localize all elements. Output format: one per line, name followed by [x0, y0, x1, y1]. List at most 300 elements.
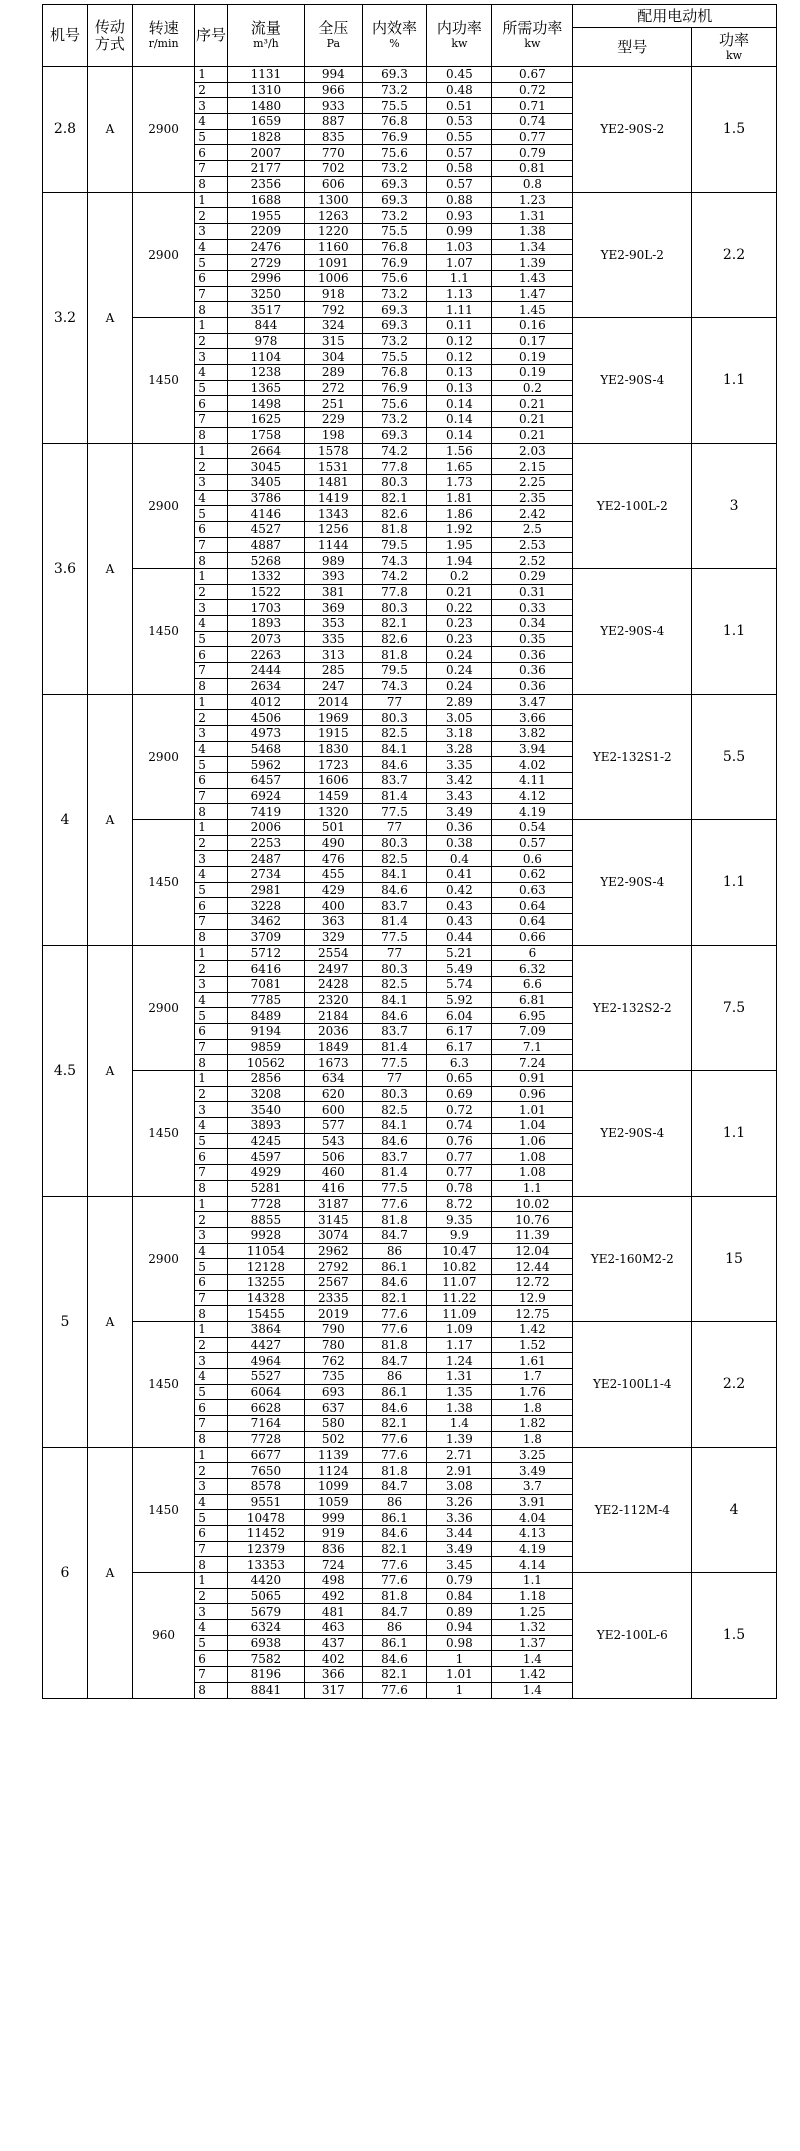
cell-efficiency: 83.7 [362, 1023, 427, 1039]
cell-pressure: 577 [305, 1118, 362, 1134]
cell-internal-power: 1.24 [427, 1353, 492, 1369]
cell-internal-power: 0.98 [427, 1635, 492, 1651]
cell-pressure: 393 [305, 569, 362, 585]
cell-pressure: 460 [305, 1165, 362, 1181]
cell-required-power: 3.91 [492, 1494, 573, 1510]
cell-flow: 2729 [227, 255, 304, 271]
cell-seq: 6 [195, 145, 227, 161]
cell-model: 4 [43, 694, 88, 945]
cell-seq: 4 [195, 239, 227, 255]
cell-flow: 6324 [227, 1620, 304, 1636]
cell-internal-power: 0.13 [427, 380, 492, 396]
cell-pressure: 366 [305, 1667, 362, 1683]
cell-flow: 3540 [227, 1102, 304, 1118]
cell-motor-model: YE2-100L-6 [573, 1573, 692, 1699]
cell-seq: 1 [195, 694, 227, 710]
cell-pressure: 502 [305, 1431, 362, 1447]
cell-internal-power: 0.76 [427, 1133, 492, 1149]
cell-efficiency: 74.3 [362, 553, 427, 569]
cell-required-power: 12.44 [492, 1259, 573, 1275]
cell-flow: 2177 [227, 161, 304, 177]
cell-internal-power: 0.94 [427, 1620, 492, 1636]
cell-model: 6 [43, 1447, 88, 1698]
cell-flow: 3893 [227, 1118, 304, 1134]
cell-internal-power: 0.77 [427, 1149, 492, 1165]
cell-required-power: 0.21 [492, 427, 573, 443]
cell-internal-power: 6.3 [427, 1055, 492, 1071]
cell-seq: 4 [195, 1243, 227, 1259]
cell-efficiency: 79.5 [362, 663, 427, 679]
cell-internal-power: 0.4 [427, 851, 492, 867]
cell-flow: 12379 [227, 1541, 304, 1557]
cell-required-power: 3.66 [492, 710, 573, 726]
cell-efficiency: 77 [362, 694, 427, 710]
cell-seq: 6 [195, 1149, 227, 1165]
cell-pressure: 637 [305, 1400, 362, 1416]
cell-required-power: 0.67 [492, 67, 573, 83]
cell-required-power: 1.45 [492, 302, 573, 318]
cell-required-power: 12.04 [492, 1243, 573, 1259]
cell-required-power: 6.32 [492, 961, 573, 977]
cell-efficiency: 81.8 [362, 1463, 427, 1479]
cell-pressure: 463 [305, 1620, 362, 1636]
cell-flow: 7728 [227, 1196, 304, 1212]
cell-pressure: 324 [305, 318, 362, 334]
cell-seq: 5 [195, 757, 227, 773]
cell-pressure: 836 [305, 1541, 362, 1557]
cell-efficiency: 74.2 [362, 443, 427, 459]
cell-seq: 1 [195, 1573, 227, 1589]
cell-flow: 2664 [227, 443, 304, 459]
cell-required-power: 0.71 [492, 98, 573, 114]
cell-required-power: 1.23 [492, 192, 573, 208]
cell-required-power: 6.95 [492, 1008, 573, 1024]
cell-required-power: 0.19 [492, 349, 573, 365]
cell-flow: 5065 [227, 1588, 304, 1604]
cell-internal-power: 6.04 [427, 1008, 492, 1024]
cell-pressure: 600 [305, 1102, 362, 1118]
cell-efficiency: 80.3 [362, 961, 427, 977]
cell-efficiency: 82.5 [362, 725, 427, 741]
cell-required-power: 1.06 [492, 1133, 573, 1149]
cell-pressure: 363 [305, 914, 362, 930]
cell-pressure: 481 [305, 1604, 362, 1620]
cell-motor-model: YE2-90S-4 [573, 569, 692, 695]
cell-seq: 5 [195, 1384, 227, 1400]
cell-speed: 2900 [132, 1196, 194, 1322]
cell-motor-model: YE2-100L1-4 [573, 1322, 692, 1448]
cell-efficiency: 77.6 [362, 1196, 427, 1212]
cell-seq: 2 [195, 82, 227, 98]
cell-speed: 2900 [132, 443, 194, 569]
cell-efficiency: 86 [362, 1494, 427, 1510]
cell-motor-model: YE2-90S-4 [573, 318, 692, 444]
cell-model: 3.2 [43, 192, 88, 443]
cell-seq: 3 [195, 98, 227, 114]
cell-required-power: 0.36 [492, 663, 573, 679]
cell-required-power: 1.38 [492, 223, 573, 239]
cell-efficiency: 76.9 [362, 255, 427, 271]
cell-internal-power: 0.99 [427, 223, 492, 239]
cell-drive: A [87, 192, 132, 443]
cell-internal-power: 0.23 [427, 631, 492, 647]
cell-pressure: 606 [305, 176, 362, 192]
cell-motor-power: 1.1 [692, 1071, 777, 1197]
cell-efficiency: 84.6 [362, 1651, 427, 1667]
cell-efficiency: 81.8 [362, 521, 427, 537]
cell-internal-power: 0.13 [427, 365, 492, 381]
cell-seq: 5 [195, 1008, 227, 1024]
cell-motor-power: 1.5 [692, 67, 777, 193]
cell-seq: 3 [195, 223, 227, 239]
cell-pressure: 1578 [305, 443, 362, 459]
cell-pressure: 437 [305, 1635, 362, 1651]
cell-pressure: 780 [305, 1337, 362, 1353]
cell-internal-power: 0.23 [427, 616, 492, 632]
cell-pressure: 2036 [305, 1023, 362, 1039]
cell-flow: 1238 [227, 365, 304, 381]
cell-flow: 9928 [227, 1227, 304, 1243]
cell-seq: 8 [195, 1055, 227, 1071]
cell-efficiency: 86.1 [362, 1384, 427, 1400]
cell-flow: 7650 [227, 1463, 304, 1479]
cell-flow: 2476 [227, 239, 304, 255]
cell-seq: 8 [195, 1431, 227, 1447]
cell-flow: 4506 [227, 710, 304, 726]
cell-motor-power: 15 [692, 1196, 777, 1322]
cell-flow: 5679 [227, 1604, 304, 1620]
cell-efficiency: 83.7 [362, 1149, 427, 1165]
cell-internal-power: 3.35 [427, 757, 492, 773]
cell-seq: 2 [195, 1463, 227, 1479]
cell-efficiency: 69.3 [362, 192, 427, 208]
cell-efficiency: 84.6 [362, 1133, 427, 1149]
cell-seq: 2 [195, 459, 227, 475]
cell-internal-power: 11.22 [427, 1290, 492, 1306]
cell-pressure: 999 [305, 1510, 362, 1526]
cell-seq: 6 [195, 647, 227, 663]
cell-efficiency: 81.4 [362, 788, 427, 804]
cell-seq: 2 [195, 1086, 227, 1102]
cell-seq: 1 [195, 945, 227, 961]
cell-required-power: 2.42 [492, 506, 573, 522]
cell-required-power: 6.6 [492, 976, 573, 992]
cell-seq: 2 [195, 584, 227, 600]
cell-internal-power: 5.49 [427, 961, 492, 977]
cell-motor-power: 5.5 [692, 694, 777, 820]
cell-seq: 3 [195, 1604, 227, 1620]
cell-seq: 3 [195, 349, 227, 365]
cell-pressure: 762 [305, 1353, 362, 1369]
cell-flow: 10562 [227, 1055, 304, 1071]
cell-efficiency: 75.6 [362, 145, 427, 161]
cell-seq: 8 [195, 1682, 227, 1698]
cell-internal-power: 3.49 [427, 804, 492, 820]
cell-flow: 9859 [227, 1039, 304, 1055]
cell-model: 2.8 [43, 67, 88, 193]
cell-internal-power: 0.43 [427, 914, 492, 930]
cell-seq: 6 [195, 1525, 227, 1541]
cell-required-power: 1.43 [492, 270, 573, 286]
cell-required-power: 2.53 [492, 537, 573, 553]
cell-speed: 2900 [132, 192, 194, 318]
cell-internal-power: 6.17 [427, 1023, 492, 1039]
cell-flow: 2996 [227, 270, 304, 286]
cell-internal-power: 2.89 [427, 694, 492, 710]
cell-internal-power: 0.14 [427, 427, 492, 443]
cell-efficiency: 77.5 [362, 804, 427, 820]
cell-model: 4.5 [43, 945, 88, 1196]
cell-internal-power: 0.88 [427, 192, 492, 208]
cell-motor-model: YE2-132S2-2 [573, 945, 692, 1071]
cell-efficiency: 77.6 [362, 1306, 427, 1322]
cell-seq: 7 [195, 1416, 227, 1432]
cell-seq: 7 [195, 1667, 227, 1683]
cell-efficiency: 77.6 [362, 1557, 427, 1573]
cell-seq: 4 [195, 867, 227, 883]
cell-pressure: 1124 [305, 1463, 362, 1479]
cell-seq: 4 [195, 1369, 227, 1385]
cell-pressure: 506 [305, 1149, 362, 1165]
cell-flow: 3864 [227, 1322, 304, 1338]
cell-required-power: 1.32 [492, 1620, 573, 1636]
cell-internal-power: 3.18 [427, 725, 492, 741]
cell-seq: 7 [195, 537, 227, 553]
cell-flow: 4973 [227, 725, 304, 741]
cell-internal-power: 0.89 [427, 1604, 492, 1620]
cell-required-power: 0.57 [492, 835, 573, 851]
fan-performance-table-container [42, 4, 777, 1699]
cell-efficiency: 80.3 [362, 1086, 427, 1102]
header-speed: 转速 r/min [132, 5, 194, 67]
cell-required-power: 3.49 [492, 1463, 573, 1479]
cell-seq: 6 [195, 1651, 227, 1667]
cell-efficiency: 86 [362, 1369, 427, 1385]
cell-required-power: 1.01 [492, 1102, 573, 1118]
cell-drive: A [87, 694, 132, 945]
cell-efficiency: 73.2 [362, 286, 427, 302]
cell-pressure: 402 [305, 1651, 362, 1667]
cell-required-power: 2.03 [492, 443, 573, 459]
cell-internal-power: 0.93 [427, 208, 492, 224]
cell-pressure: 429 [305, 882, 362, 898]
cell-required-power: 11.39 [492, 1227, 573, 1243]
cell-internal-power: 0.48 [427, 82, 492, 98]
cell-flow: 1659 [227, 114, 304, 130]
cell-efficiency: 86 [362, 1243, 427, 1259]
cell-seq: 8 [195, 553, 227, 569]
cell-speed: 1450 [132, 569, 194, 695]
cell-internal-power: 0.44 [427, 929, 492, 945]
cell-model: 3.6 [43, 443, 88, 694]
cell-flow: 6628 [227, 1400, 304, 1416]
cell-required-power: 0.29 [492, 569, 573, 585]
cell-required-power: 2.15 [492, 459, 573, 475]
cell-required-power: 4.13 [492, 1525, 573, 1541]
cell-pressure: 381 [305, 584, 362, 600]
cell-internal-power: 0.65 [427, 1071, 492, 1087]
cell-flow: 3228 [227, 898, 304, 914]
header-flow-unit: m³/h [253, 37, 279, 50]
cell-flow: 4245 [227, 1133, 304, 1149]
cell-flow: 9551 [227, 1494, 304, 1510]
cell-seq: 7 [195, 1541, 227, 1557]
cell-pressure: 2019 [305, 1306, 362, 1322]
cell-seq: 7 [195, 663, 227, 679]
cell-pressure: 1256 [305, 521, 362, 537]
cell-required-power: 7.1 [492, 1039, 573, 1055]
cell-internal-power: 1.86 [427, 506, 492, 522]
cell-seq: 3 [195, 1478, 227, 1494]
cell-seq: 6 [195, 396, 227, 412]
cell-efficiency: 74.3 [362, 678, 427, 694]
cell-pressure: 313 [305, 647, 362, 663]
cell-required-power: 0.63 [492, 882, 573, 898]
cell-required-power: 1.7 [492, 1369, 573, 1385]
cell-pressure: 735 [305, 1369, 362, 1385]
cell-internal-power: 0.57 [427, 145, 492, 161]
cell-pressure: 724 [305, 1557, 362, 1573]
cell-required-power: 1.25 [492, 1604, 573, 1620]
cell-seq: 5 [195, 255, 227, 271]
cell-efficiency: 77.6 [362, 1682, 427, 1698]
cell-internal-power: 0.24 [427, 663, 492, 679]
cell-required-power: 1.39 [492, 255, 573, 271]
cell-required-power: 3.7 [492, 1478, 573, 1494]
cell-pressure: 543 [305, 1133, 362, 1149]
cell-flow: 2734 [227, 867, 304, 883]
cell-internal-power: 9.9 [427, 1227, 492, 1243]
cell-pressure: 1849 [305, 1039, 362, 1055]
cell-efficiency: 74.2 [362, 569, 427, 585]
cell-seq: 2 [195, 961, 227, 977]
cell-pressure: 1830 [305, 741, 362, 757]
cell-required-power: 0.72 [492, 82, 573, 98]
cell-internal-power: 3.43 [427, 788, 492, 804]
cell-speed: 1450 [132, 1447, 194, 1573]
cell-required-power: 4.12 [492, 788, 573, 804]
cell-efficiency: 82.5 [362, 976, 427, 992]
fan-performance-table [42, 4, 777, 1699]
header-pressure: 全压 Pa [305, 5, 362, 67]
cell-pressure: 1006 [305, 270, 362, 286]
cell-flow: 5962 [227, 757, 304, 773]
table-row [43, 945, 777, 961]
cell-required-power: 7.24 [492, 1055, 573, 1071]
cell-efficiency: 75.5 [362, 223, 427, 239]
cell-required-power: 10.76 [492, 1212, 573, 1228]
cell-flow: 11452 [227, 1525, 304, 1541]
cell-pressure: 634 [305, 1071, 362, 1087]
cell-pressure: 933 [305, 98, 362, 114]
cell-efficiency: 76.8 [362, 239, 427, 255]
cell-pressure: 1419 [305, 490, 362, 506]
cell-internal-power: 0.69 [427, 1086, 492, 1102]
cell-seq: 8 [195, 1180, 227, 1196]
cell-flow: 1688 [227, 192, 304, 208]
cell-required-power: 1.08 [492, 1165, 573, 1181]
cell-required-power: 0.33 [492, 600, 573, 616]
cell-seq: 8 [195, 427, 227, 443]
cell-internal-power: 2.71 [427, 1447, 492, 1463]
cell-seq: 1 [195, 318, 227, 334]
cell-seq: 1 [195, 1071, 227, 1087]
cell-pressure: 476 [305, 851, 362, 867]
table-body [43, 67, 777, 1699]
cell-seq: 7 [195, 1290, 227, 1306]
cell-efficiency: 73.2 [362, 82, 427, 98]
cell-pressure: 702 [305, 161, 362, 177]
cell-internal-power: 3.49 [427, 1541, 492, 1557]
cell-efficiency: 76.8 [362, 365, 427, 381]
cell-pressure: 1673 [305, 1055, 362, 1071]
cell-pressure: 919 [305, 1525, 362, 1541]
cell-efficiency: 83.7 [362, 772, 427, 788]
cell-flow: 6677 [227, 1447, 304, 1463]
cell-pressure: 285 [305, 663, 362, 679]
cell-internal-power: 0.12 [427, 333, 492, 349]
cell-motor-power: 1.1 [692, 318, 777, 444]
cell-internal-power: 0.45 [427, 67, 492, 83]
cell-motor-model: YE2-160M2-2 [573, 1196, 692, 1322]
cell-internal-power: 0.77 [427, 1165, 492, 1181]
header-motor-power-unit: kw [725, 48, 743, 62]
header-model: 机号 [43, 5, 88, 67]
cell-pressure: 1915 [305, 725, 362, 741]
cell-flow: 2073 [227, 631, 304, 647]
cell-internal-power: 1.11 [427, 302, 492, 318]
cell-flow: 7582 [227, 1651, 304, 1667]
cell-pressure: 455 [305, 867, 362, 883]
cell-efficiency: 75.5 [362, 98, 427, 114]
cell-flow: 1365 [227, 380, 304, 396]
cell-internal-power: 3.26 [427, 1494, 492, 1510]
cell-internal-power: 6.17 [427, 1039, 492, 1055]
cell-pressure: 416 [305, 1180, 362, 1196]
cell-seq: 5 [195, 1259, 227, 1275]
header-internal-power-unit: kw [451, 37, 468, 50]
cell-required-power: 0.64 [492, 898, 573, 914]
cell-required-power: 0.8 [492, 176, 573, 192]
cell-internal-power: 5.92 [427, 992, 492, 1008]
header-pressure-unit: Pa [326, 37, 341, 50]
cell-required-power: 0.96 [492, 1086, 573, 1102]
cell-efficiency: 77.8 [362, 459, 427, 475]
cell-required-power: 1.31 [492, 208, 573, 224]
cell-efficiency: 69.3 [362, 318, 427, 334]
header-efficiency: 内效率 % [362, 5, 427, 67]
cell-seq: 5 [195, 631, 227, 647]
cell-efficiency: 82.1 [362, 1416, 427, 1432]
cell-required-power: 0.21 [492, 412, 573, 428]
header-motor: 配用电动机 [573, 5, 777, 28]
cell-flow: 1703 [227, 600, 304, 616]
cell-seq: 7 [195, 1039, 227, 1055]
cell-internal-power: 0.36 [427, 820, 492, 836]
cell-seq: 3 [195, 600, 227, 616]
cell-efficiency: 77.6 [362, 1322, 427, 1338]
cell-pressure: 1160 [305, 239, 362, 255]
cell-seq: 1 [195, 67, 227, 83]
cell-motor-power: 1.5 [692, 1573, 777, 1699]
cell-pressure: 994 [305, 67, 362, 83]
cell-motor-power: 2.2 [692, 1322, 777, 1448]
cell-speed: 960 [132, 1573, 194, 1699]
cell-pressure: 1300 [305, 192, 362, 208]
cell-required-power: 1.4 [492, 1651, 573, 1667]
cell-internal-power: 9.35 [427, 1212, 492, 1228]
cell-flow: 2981 [227, 882, 304, 898]
